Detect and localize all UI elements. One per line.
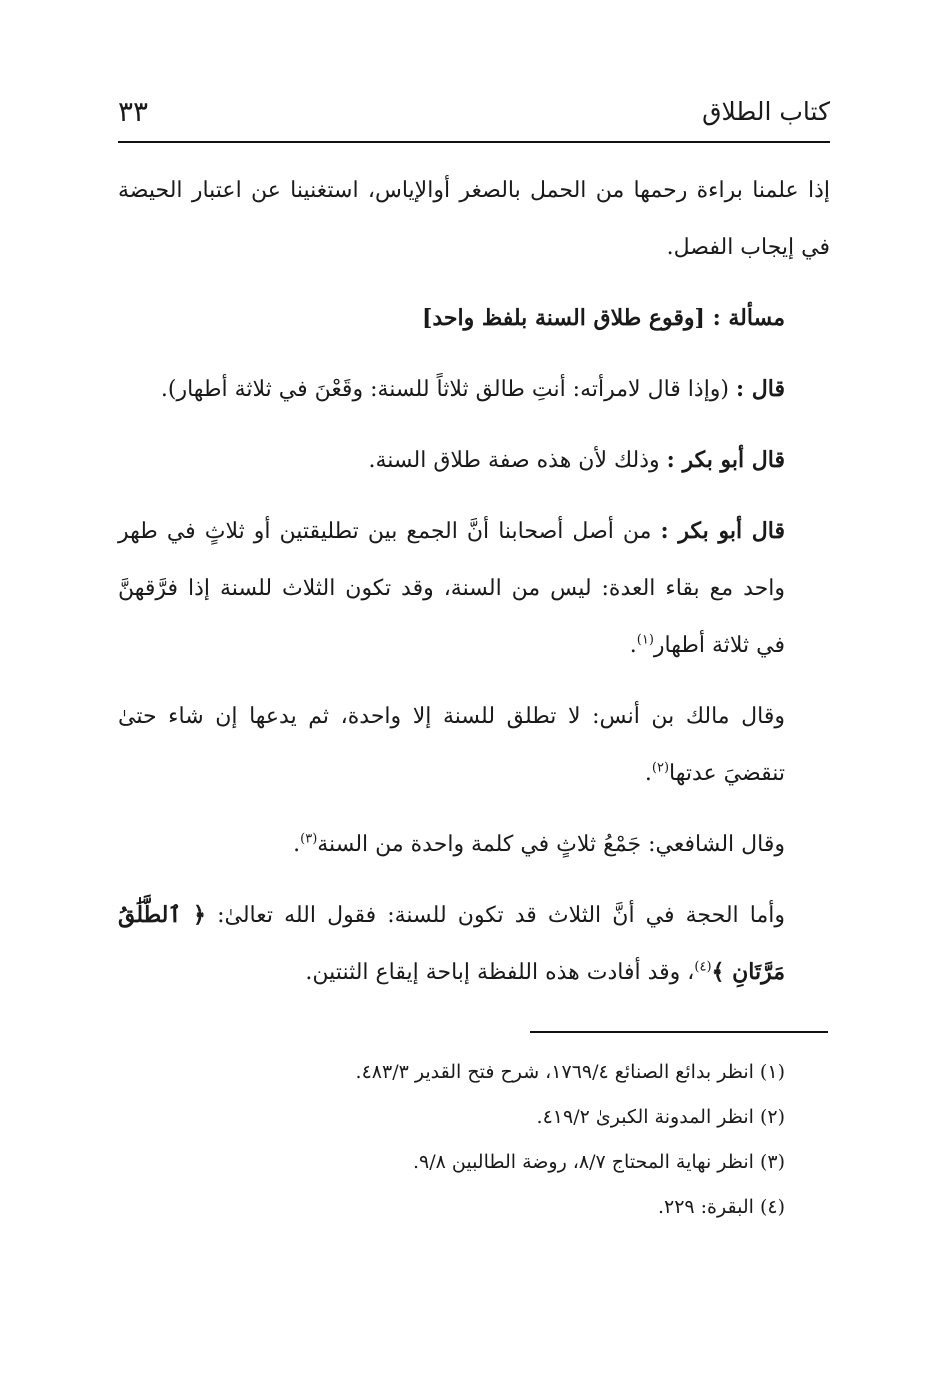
heading-label: مسألة :: [712, 305, 785, 331]
paragraph: قال أبو بكر : من أصل أصحابنا أنَّ الجمع بين تطليقتين أو ثلاثٍ في طهر واحد مع بقاء العدة: ليس من السنة، وقد تكون الثلاث للسنة إذا فرَّقهنَّ في ثلاثة أطهار$^{(١)}$.: [118, 518, 785, 658]
paragraph: [118, 887, 830, 1001]
speaker-label: قال :: [736, 376, 785, 402]
paragraph-text: ، وقد أفادت هذه اللفظة إباحة إيقاع الثنتين.: [305, 960, 695, 985]
paragraph-text: وذلك لأن هذه صفة طلاق السنة.: [368, 448, 660, 473]
footnote-item: (٣) انظر نهاية المحتاج ٨/٧، روضة الطالبين ٩/٨.: [412, 1151, 785, 1173]
footnote-item: (٤) البقرة: ٢٢٩.: [657, 1196, 785, 1218]
paragraph-text: (وإذا قال لامرأته: أنتِ طالق ثلاثاً للسنة: وقَعْنَ في ثلاثة أطهار).: [160, 377, 730, 402]
paragraph-text: وقال مالك بن أنس: لا تطلق للسنة إلا واحدة، ثم يدعها إن شاء حتىٰ تنقضيَ عدتها: [118, 704, 785, 786]
paragraph-text: وأما الحجة في أنَّ الثلاث قد تكون للسنة: فقول الله تعالىٰ:: [217, 903, 785, 928]
paragraph-text: إذا علمنا براءة رحمها من الحمل بالصغر أوالإياس، استغنينا عن اعتبار الحيضة في إيجاب الفصل.: [118, 178, 830, 260]
footnote-ref: (٢): [651, 760, 670, 776]
page-number: ٣٣: [118, 95, 149, 128]
paragraph: وقال مالك بن أنس: لا تطلق للسنة إلا واحدة، ثم يدعها إن شاء حتىٰ تنقضيَ عدتها$^{(٢)}$.: [118, 704, 785, 786]
quran-verse: ﴿ ٱلطَّلَٰقُ مَرَّتَانِ ﴾: [118, 902, 785, 985]
footnote-divider: [530, 1031, 828, 1033]
footnote-ref: (١): [636, 632, 654, 648]
footnote-item: (٢) انظر المدونة الكبرىٰ ٤١٩/٢.: [536, 1106, 785, 1128]
paragraph: [118, 162, 830, 276]
footnote-ref: (٣): [300, 831, 318, 847]
footnote-ref: (٤): [694, 959, 712, 975]
speaker-label: قال أبو بكر :: [666, 447, 785, 473]
heading-title: [وقوع طلاق السنة بلفظ واحد]: [421, 305, 705, 331]
main-text: [118, 162, 830, 1015]
running-title: كتاب الطلاق: [702, 97, 830, 126]
speaker-label: قال أبو بكر :: [660, 518, 785, 544]
section-heading: [118, 290, 830, 347]
paragraph-text: وقال الشافعي: جَمْعُ ثلاثٍ في كلمة واحدة من السنة: [317, 832, 785, 857]
paragraph: وقال الشافعي: جَمْعُ ثلاثٍ في كلمة واحدة من السنة$^{(٣)}$.: [293, 831, 785, 857]
page-header: [118, 95, 830, 143]
paragraph-text: من أصل أصحابنا أنَّ الجمع بين تطليقتين أو ثلاثٍ في طهر واحد مع بقاء العدة: ليس من السنة، وقد تكون الثلاث للسنة إذا فرَّقهنَّ في ثلاثة أطهار: [118, 519, 785, 658]
paragraph: [118, 361, 830, 418]
footnote-item: (١) انظر بدائع الصنائع ١٧٦٩/٤، شرح فتح القدير ٤٨٣/٣.: [355, 1061, 785, 1083]
footnotes: [118, 1050, 830, 1230]
paragraph: [118, 432, 830, 489]
